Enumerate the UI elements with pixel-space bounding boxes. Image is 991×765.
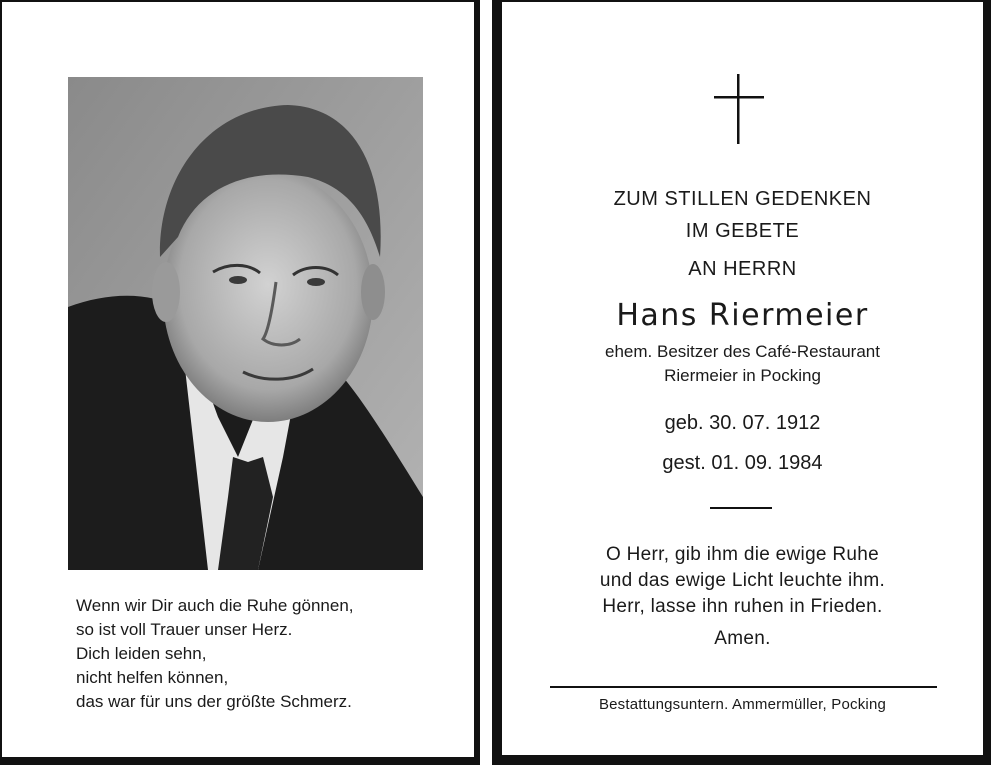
divider-long — [550, 686, 937, 688]
right-card — [492, 0, 991, 765]
prayer-line-2: und das ewige Licht leuchte ihm. — [599, 570, 886, 591]
poem-line: Dich leiden sehn, — [76, 644, 207, 663]
funeral-home: Bestattungsuntern. Ammermüller, Pocking — [598, 696, 887, 713]
prayer-line-3: Herr, lasse ihn ruhen in Frieden. — [602, 596, 883, 617]
left-card — [0, 0, 480, 765]
deceased-name: Hans Riermeier — [616, 298, 869, 333]
death-date: gest. 01. 09. 1984 — [662, 452, 823, 474]
divider-short — [710, 507, 772, 509]
birth-date: geb. 30. 07. 1912 — [664, 412, 821, 434]
poem — [76, 594, 456, 714]
heading-line-2: IM GEBETE — [685, 220, 800, 242]
cross-icon — [714, 74, 764, 144]
portrait-figure — [68, 77, 423, 570]
amen: Amen. — [714, 628, 771, 649]
poem-line: Wenn wir Dir auch die Ruhe gönnen, — [76, 596, 354, 615]
description-line-2: Riermeier in Pocking — [664, 366, 821, 385]
heading-line-1: ZUM STILLEN GEDENKEN — [613, 188, 872, 210]
poem-line: nicht helfen können, — [76, 668, 229, 687]
portrait-photo — [68, 77, 423, 570]
heading-line-3: AN HERRN — [688, 258, 797, 280]
prayer-line-1: O Herr, gib ihm die ewige Ruhe — [605, 544, 879, 565]
poem-line: das war für uns der größte Schmerz. — [76, 692, 352, 711]
poem-line: so ist voll Trauer unser Herz. — [76, 620, 293, 639]
description-line-1: ehem. Besitzer des Café-Restaurant — [605, 342, 880, 361]
